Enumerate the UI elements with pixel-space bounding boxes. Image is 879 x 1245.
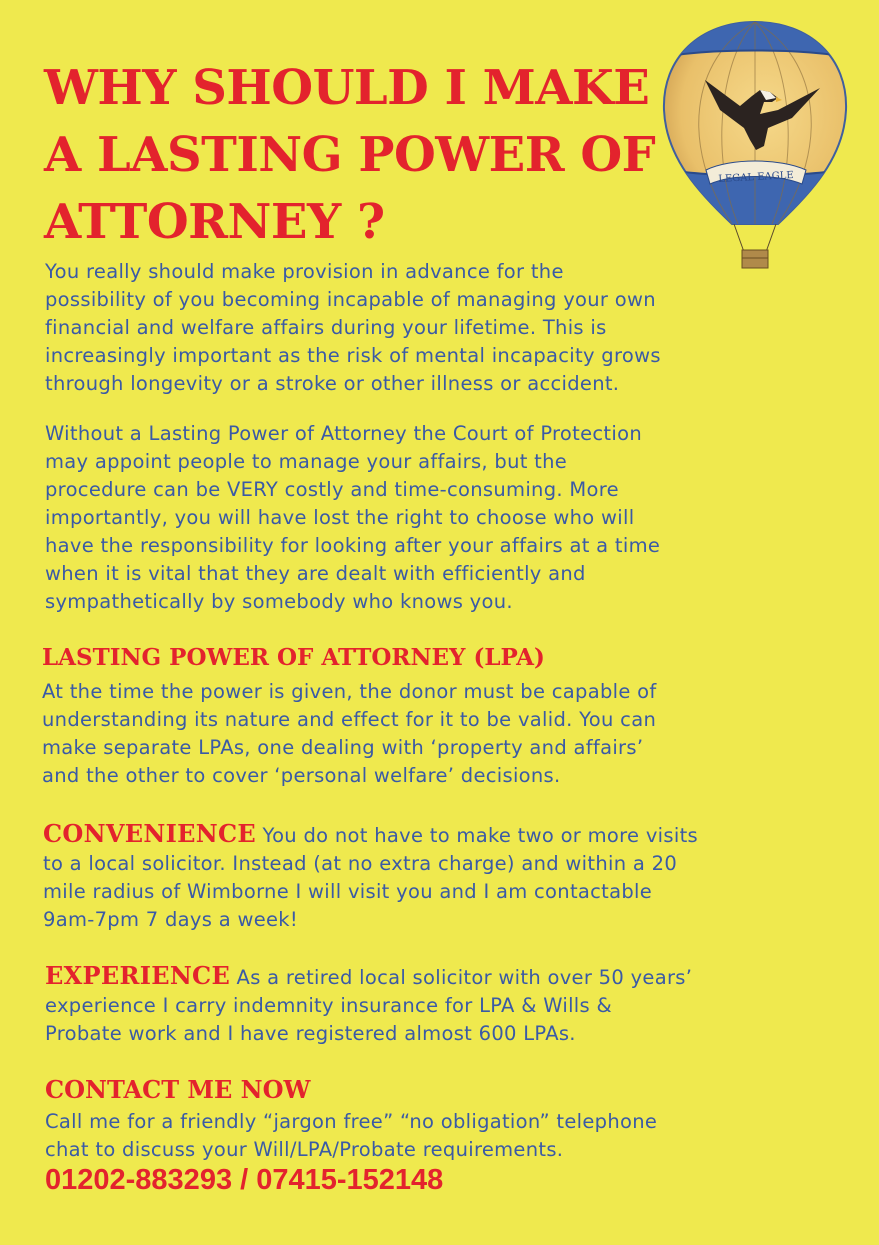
contact-line: chat to discuss your Will/LPA/Probate requirements. [45,1138,564,1161]
experience-line: Probate work and I have registered almost 600 LPAs. [45,1022,576,1045]
without-line: importantly, you will have lost the right to choose who will [45,506,635,529]
title-line-1: WHY SHOULD I MAKE [44,60,650,116]
without-lpa-paragraph [45,420,660,616]
title-line-2: A LASTING POWER OF [44,127,656,183]
intro-line: increasingly important as the risk of mental incapacity grows [45,344,661,367]
experience-line: experience I carry indemnity insurance for LPA & Wills & [45,994,612,1017]
lpa-paragraph [42,678,657,790]
lpa-line: make separate LPAs, one dealing with ‘property and affairs’ [42,736,644,759]
convenience-text: You do not have to make two or more visits [255,824,698,847]
title-line-3: ATTORNEY ? [44,194,385,250]
convenience-heading: CONVENIENCE [43,819,256,848]
balloon-basket [742,250,768,268]
intro-line: possibility of you becoming incapable of managing your own [45,288,656,311]
contact-heading: CONTACT ME NOW [45,1075,311,1104]
without-line: have the responsibility for looking after your affairs at a time [45,534,661,557]
page-title [44,55,664,256]
lpa-line: and the other to cover ‘personal welfare’ decisions. [42,764,561,787]
contact-line: Call me for a friendly “jargon free” “no obligation” telephone [45,1110,658,1133]
contact-paragraph [45,1108,657,1164]
hot-air-balloon-logo [660,18,850,276]
without-line: when it is vital that they are dealt with efficiently and [45,562,586,585]
experience-first-line [45,962,692,992]
convenience-line: mile radius of Wimborne I will visit you and I am contactable [43,880,653,903]
experience-heading: EXPERIENCE [45,961,231,990]
lpa-line: At the time the power is given, the donor must be capable of [42,680,657,703]
phone-numbers[interactable]: 01202-883293 / 07415-152148 [45,1164,444,1196]
intro-line: through longevity or a stroke or other illness or accident. [45,372,620,395]
convenience-paragraph [43,820,698,934]
without-line: procedure can be VERY costly and time-consuming. More [45,478,619,501]
convenience-line: 9am-7pm 7 days a week! [43,908,298,931]
convenience-line: to a local solicitor. Instead (at no extra charge) and within a 20 [43,852,678,875]
experience-paragraph [45,962,692,1048]
without-line: Without a Lasting Power of Attorney the Court of Protection [45,422,642,445]
lpa-heading: LASTING POWER OF ATTORNEY (LPA) [42,644,545,671]
intro-line: financial and welfare affairs during your lifetime. This is [45,316,607,339]
intro-line: You really should make provision in advance for the [45,260,564,283]
experience-text: As a retired local solicitor with over 50 years’ [230,966,693,989]
without-line: sympathetically by somebody who knows you. [45,590,513,613]
balloon-banner-text: LEGAL EAGLE [718,170,794,185]
intro-paragraph [45,258,661,398]
without-line: may appoint people to manage your affairs, but the [45,450,568,473]
convenience-first-line [43,820,698,850]
lpa-line: understanding its nature and effect for it to be valid. You can [42,708,657,731]
